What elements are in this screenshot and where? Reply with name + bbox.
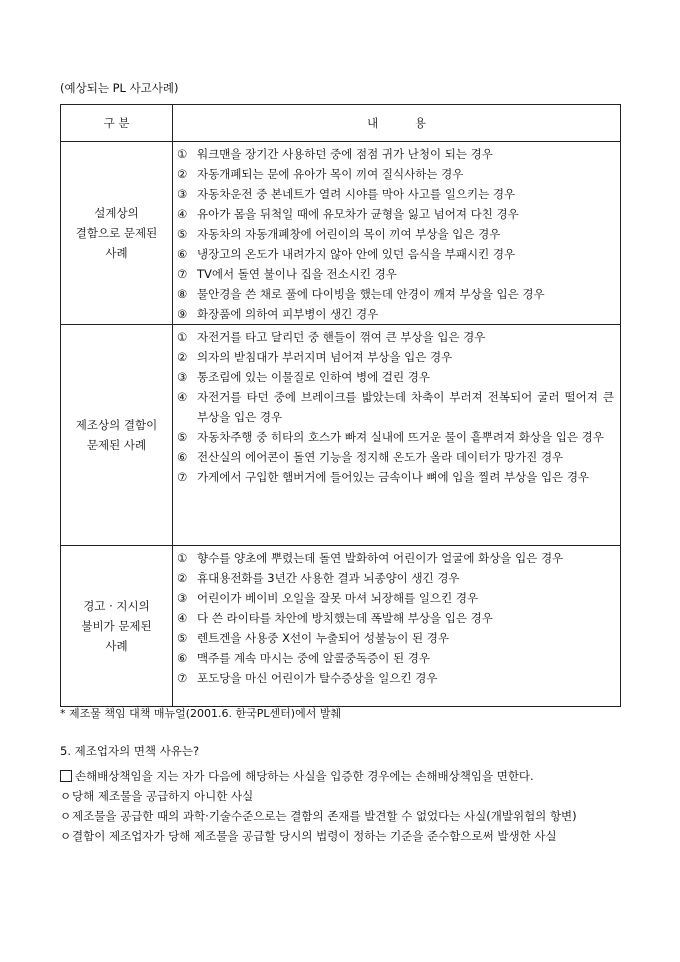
square-box-icon xyxy=(60,770,72,782)
list-item xyxy=(60,786,624,806)
list-item xyxy=(177,447,614,467)
list-item xyxy=(177,548,614,568)
list-item xyxy=(177,427,614,447)
pl-case-table xyxy=(60,104,621,707)
list-item xyxy=(177,608,614,628)
category-line: 결함으로 문제된 xyxy=(75,226,158,240)
item-text: 어린이가 베이비 오일을 잘못 마셔 뇌장해를 일으킨 경우 xyxy=(197,591,479,605)
item-number: ④ xyxy=(177,207,188,221)
section-title: 5. 제조업자의 면책 사유는? xyxy=(60,744,200,758)
exemption-notice xyxy=(60,766,624,788)
list-item xyxy=(177,367,614,387)
item-number: ⑦ xyxy=(177,470,188,484)
bullet-mark: ㅇ xyxy=(60,829,72,843)
item-text: 물안경을 쓴 채로 풀에 다이빙을 했는데 안경이 깨져 부상을 입은 경우 xyxy=(197,287,545,301)
category-cell xyxy=(61,142,173,325)
item-text: 다 쓴 라이타를 차안에 방치했는데 폭발해 부상을 입은 경우 xyxy=(197,611,493,625)
item-text: 가게에서 구입한 햄버거에 들어있는 금속이나 뼈에 입을 찔려 부상을 입은 경우 xyxy=(197,470,590,484)
item-text: 전산실의 에어콘이 돌연 기능을 정지해 온도가 올라 데이터가 망가진 경우 xyxy=(197,450,564,464)
item-number: ⑤ xyxy=(177,227,188,241)
item-number: ③ xyxy=(177,591,188,605)
item-number: ⑥ xyxy=(177,651,188,665)
category-cell xyxy=(61,546,173,707)
table-row-design-defect xyxy=(61,142,621,325)
item-number: ⑥ xyxy=(177,450,188,464)
item-text: 렌트겐을 사용중 X선이 누출되어 성불능이 된 경우 xyxy=(197,631,449,645)
list-item xyxy=(60,806,624,826)
list-item xyxy=(177,144,614,164)
items-cell xyxy=(173,142,621,325)
item-text: 통조림에 있는 이물질로 인하여 병에 걸린 경우 xyxy=(197,370,431,384)
item-text: 냉장고의 온도가 내려가지 않아 안에 있던 음식을 부패시킨 경우 xyxy=(197,247,516,261)
item-number: ⑥ xyxy=(177,247,188,261)
table-row-warning-defect xyxy=(61,546,621,707)
notice-text: 손해배상책임을 지는 자가 다음에 해당하는 사실을 입증한 경우에는 손해배상책임을 면한다. xyxy=(75,769,534,783)
item-text: 자전거를 타고 달리던 중 핸들이 꺾여 큰 부상을 입은 경우 xyxy=(197,330,486,344)
item-number: ① xyxy=(177,551,188,565)
item-number: ⑤ xyxy=(177,430,188,444)
item-number: ② xyxy=(177,350,188,364)
item-text: 맥주를 계속 마시는 중에 알콜중독증이 된 경우 xyxy=(197,651,431,665)
item-number: ③ xyxy=(177,370,188,384)
item-text: 워크맨을 장기간 사용하던 중에 점점 귀가 난청이 되는 경우 xyxy=(197,147,493,161)
item-text: 유아가 몸을 뒤척일 때에 유모차가 균형을 잃고 넘어져 다친 경우 xyxy=(197,207,519,221)
item-number: ⑦ xyxy=(177,267,188,281)
table-row-manufacturing-defect xyxy=(61,325,621,546)
list-item xyxy=(177,568,614,588)
item-text: 화장품에 의하여 피부병이 생긴 경우 xyxy=(197,307,379,321)
bullet-text: 제조물을 공급한 때의 과학·기술수준으로는 결함의 존재를 발견할 수 없었다는 사실(개발위험의 항변) xyxy=(72,809,577,823)
list-item xyxy=(177,347,614,367)
bullet-mark: ㅇ xyxy=(60,809,72,823)
bullet-mark: ㅇ xyxy=(60,789,72,803)
item-number: ⑦ xyxy=(177,671,188,685)
category-line: 제조상의 결함이 xyxy=(75,418,158,432)
item-number: ④ xyxy=(177,390,188,404)
item-text: 의자의 받침대가 부러지며 넘어져 부상을 입은 경우 xyxy=(197,350,453,364)
list-item xyxy=(177,284,614,304)
header-content: 내 용 xyxy=(173,105,621,142)
item-number: ④ xyxy=(177,611,188,625)
list-item xyxy=(177,304,614,324)
list-item xyxy=(177,244,614,264)
item-number: ⑨ xyxy=(177,307,188,321)
list-item xyxy=(177,327,614,347)
list-item xyxy=(177,628,614,648)
category-line: 설계상의 xyxy=(94,206,139,220)
table-header-row xyxy=(61,105,621,142)
item-text: 자동차주행 중 히타의 호스가 빠져 실내에 뜨거운 물이 흩뿌려져 화상을 입은 경우 xyxy=(197,430,604,444)
item-number: ① xyxy=(177,147,188,161)
list-item xyxy=(177,588,614,608)
list-item xyxy=(177,164,614,184)
item-text: TV에서 돌연 불이나 집을 전소시킨 경우 xyxy=(197,267,397,281)
item-number: ① xyxy=(177,330,188,344)
list-item xyxy=(177,264,614,284)
item-text: 자동차의 자동개폐창에 어린이의 목이 끼여 부상을 입은 경우 xyxy=(197,227,501,241)
category-line: 사례 xyxy=(105,639,128,653)
items-cell xyxy=(173,325,621,546)
items-cell xyxy=(173,546,621,707)
item-number: ⑧ xyxy=(177,287,188,301)
item-text: 포도당을 마신 어린이가 탈수증상을 일으킨 경우 xyxy=(197,671,438,685)
item-number: ③ xyxy=(177,187,188,201)
category-line: 문제된 사례 xyxy=(86,438,147,452)
list-item xyxy=(177,184,614,204)
bullet-text: 당해 제조물을 공급하지 아니한 사실 xyxy=(72,789,254,803)
list-item xyxy=(177,224,614,244)
list-item xyxy=(177,467,614,487)
source-footnote: * 제조물 책임 대책 매뉴얼(2001.6. 한국PL센터)에서 발췌 xyxy=(60,707,342,720)
item-text: 향수를 양초에 뿌렸는데 돌연 발화하여 어린이가 얼굴에 화상을 입은 경우 xyxy=(197,551,564,565)
item-number: ⑤ xyxy=(177,631,188,645)
item-text: 자동차운전 중 본네트가 열려 시야를 막아 사고를 일으키는 경우 xyxy=(197,187,516,201)
list-item xyxy=(177,204,614,224)
exemption-bullet-list xyxy=(60,786,624,846)
item-text: 휴대용전화를 3년간 사용한 결과 뇌종양이 생긴 경우 xyxy=(197,571,460,585)
list-item xyxy=(60,826,624,846)
item-number: ② xyxy=(177,571,188,585)
category-line: 경고 · 지시의 xyxy=(83,599,150,613)
list-item xyxy=(177,648,614,668)
header-category: 구 분 xyxy=(61,105,173,142)
category-line: 사례 xyxy=(105,246,128,260)
list-item xyxy=(177,668,614,688)
category-cell xyxy=(61,325,173,546)
category-line: 불비가 문제된 xyxy=(81,619,152,633)
bullet-text: 결함이 제조업자가 당해 제조물을 공급할 당시의 법령이 정하는 기준을 준수함으로써 발생한 사실 xyxy=(72,829,557,843)
table-caption: (예상되는 PL 사고사례) xyxy=(60,81,179,95)
list-item xyxy=(177,387,614,427)
item-text: 자전거를 타던 중에 브레이크를 밟았는데 차축이 부러져 전복되어 굴러 떨어져 큰 부상을 입은 경우 xyxy=(197,390,614,424)
item-text: 자동개폐되는 문에 유아가 목이 끼여 질식사하는 경우 xyxy=(197,167,464,181)
item-number: ② xyxy=(177,167,188,181)
